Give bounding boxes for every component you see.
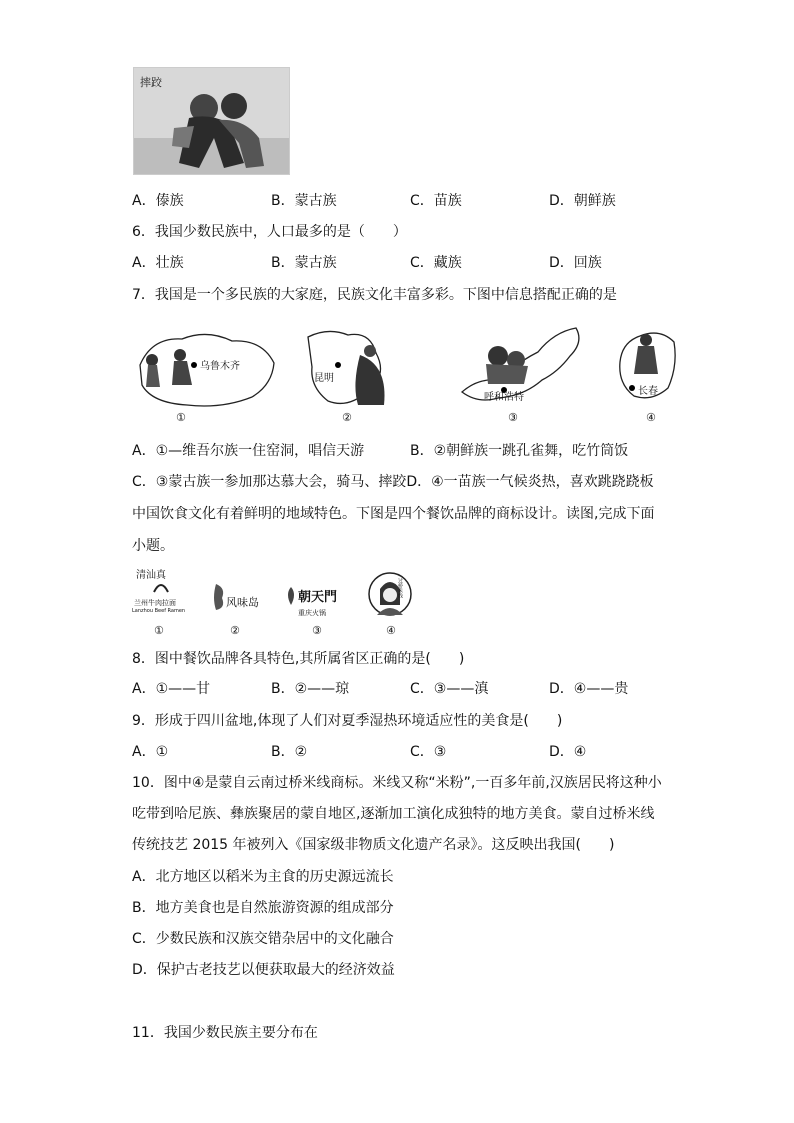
q7-option-b[interactable]: B．②朝鲜族一跳孔雀舞，吃竹筒饭 bbox=[410, 443, 629, 459]
map-xinjiang-city: 乌鲁木齐 bbox=[200, 361, 240, 372]
q8-option-d[interactable]: D．④——贵 bbox=[549, 681, 629, 697]
q9-option-d[interactable]: D．④ bbox=[549, 744, 587, 760]
map-yunnan bbox=[298, 325, 418, 424]
q8-option-a[interactable]: A．①——甘 bbox=[132, 681, 211, 697]
q9-option-c[interactable]: C．③ bbox=[410, 744, 447, 760]
intro-line-1: 中国饮食文化有着鲜明的地域特色。下图是四个餐饮品牌的商标设计。读图,完成下面 bbox=[132, 506, 655, 522]
map-inner-mongolia-num: ③ bbox=[508, 411, 518, 424]
map-jilin-num: ④ bbox=[646, 411, 656, 424]
logo-lanzhou bbox=[132, 566, 190, 636]
q5-option-d[interactable]: D．朝鲜族 bbox=[549, 193, 616, 209]
logo-lanzhou-sub: Lanzhou Beef Ramen bbox=[132, 608, 186, 614]
q8-option-c[interactable]: C．③——滇 bbox=[410, 681, 489, 697]
logo-hainan-text: 风味岛 bbox=[226, 596, 259, 609]
q6-option-c[interactable]: C．藏族 bbox=[410, 255, 462, 271]
logo-chongqing-num: ③ bbox=[312, 624, 322, 637]
logo-chongqing bbox=[284, 580, 350, 636]
q5-option-c[interactable]: C．苗族 bbox=[410, 193, 462, 209]
logo-lanzhou-num: ① bbox=[154, 624, 164, 637]
q7-option-a[interactable]: A．①—维吾尔族一住窑洞，唱信天游 bbox=[132, 443, 365, 459]
map-inner-mongolia bbox=[458, 322, 588, 424]
q8-stem: 8．图中餐饮品牌各具特色,其所属省区正确的是( ) bbox=[132, 651, 465, 667]
q10-stem-line-2: 吃带到哈尼族、彝族聚居的蒙自地区,逐渐加工演化成独特的地方美食。蒙自过桥米线 bbox=[132, 806, 655, 822]
q11-stem: 11．我国少数民族主要分布在 bbox=[132, 1025, 318, 1041]
map-jilin bbox=[612, 322, 682, 424]
logo-hainan-num: ② bbox=[230, 624, 240, 637]
photo-caption: 摔跤 bbox=[140, 76, 162, 89]
q6-option-b[interactable]: B．蒙古族 bbox=[271, 255, 337, 271]
intro-line-2: 小题。 bbox=[132, 538, 174, 554]
map-xinjiang bbox=[132, 325, 282, 424]
map-yunnan-city: 昆明 bbox=[314, 373, 334, 384]
logo-lanzhou-bottom: 兰州牛肉拉面 bbox=[134, 599, 176, 607]
logo-hainan bbox=[208, 580, 268, 636]
q9-option-b[interactable]: B．② bbox=[271, 744, 308, 760]
q10-option-b[interactable]: B．地方美食也是自然旅游资源的组成部分 bbox=[132, 900, 394, 916]
q10-option-c[interactable]: C．少数民族和汉族交错杂居中的文化融合 bbox=[132, 931, 394, 947]
wrestling-photo bbox=[133, 67, 290, 175]
q8-option-b[interactable]: B．②——琼 bbox=[271, 681, 350, 697]
logo-chongqing-text: 朝天門 bbox=[298, 590, 338, 605]
map-inner-mongolia-city: 呼和浩特 bbox=[484, 392, 524, 403]
logo-chongqing-sub: 重庆火锅 bbox=[298, 609, 326, 617]
map-jilin-city: 长春 bbox=[638, 386, 658, 397]
q6-stem: 6．我国少数民族中，人口最多的是（ ） bbox=[132, 224, 407, 240]
q10-option-d[interactable]: D．保护古老技艺以便获取最大的经济效益 bbox=[132, 962, 395, 978]
logo-mengzi-text: 过桥米线 bbox=[397, 578, 403, 598]
q9-option-a[interactable]: A．① bbox=[132, 744, 169, 760]
q5-option-b[interactable]: B．蒙古族 bbox=[271, 193, 337, 209]
logo-lanzhou-top: 清汕真 bbox=[136, 570, 166, 581]
logo-mengzi bbox=[366, 570, 416, 636]
q10-stem-line-3: 传统技艺 2015 年被列入《国家级非物质文化遗产名录》。这反映出我国( ) bbox=[132, 837, 615, 853]
map-yunnan-num: ② bbox=[342, 411, 352, 424]
logo-mengzi-num: ④ bbox=[386, 624, 396, 637]
q9-stem: 9．形成于四川盆地,体现了人们对夏季湿热环境适应性的美食是( ) bbox=[132, 713, 563, 729]
q6-option-d[interactable]: D．回族 bbox=[549, 255, 602, 271]
map-xinjiang-num: ① bbox=[176, 411, 186, 424]
q7-option-c-d[interactable]: C．③蒙古族一参加那达慕大会，骑马、摔跤D．④一苗族一气候炎热，喜欢跳跷跷板 bbox=[132, 474, 654, 490]
q7-stem: 7．我国是一个多民族的大家庭，民族文化丰富多彩。下图中信息搭配正确的是 bbox=[132, 287, 617, 303]
q5-option-a[interactable]: A．傣族 bbox=[132, 193, 184, 209]
q10-option-a[interactable]: A．北方地区以稻米为主食的历史源远流长 bbox=[132, 869, 394, 885]
q6-option-a[interactable]: A．壮族 bbox=[132, 255, 184, 271]
q10-stem-line-1: 10．图中④是蒙自云南过桥米线商标。米线又称“米粉”,一百多年前,汉族居民将这种小 bbox=[132, 775, 662, 791]
